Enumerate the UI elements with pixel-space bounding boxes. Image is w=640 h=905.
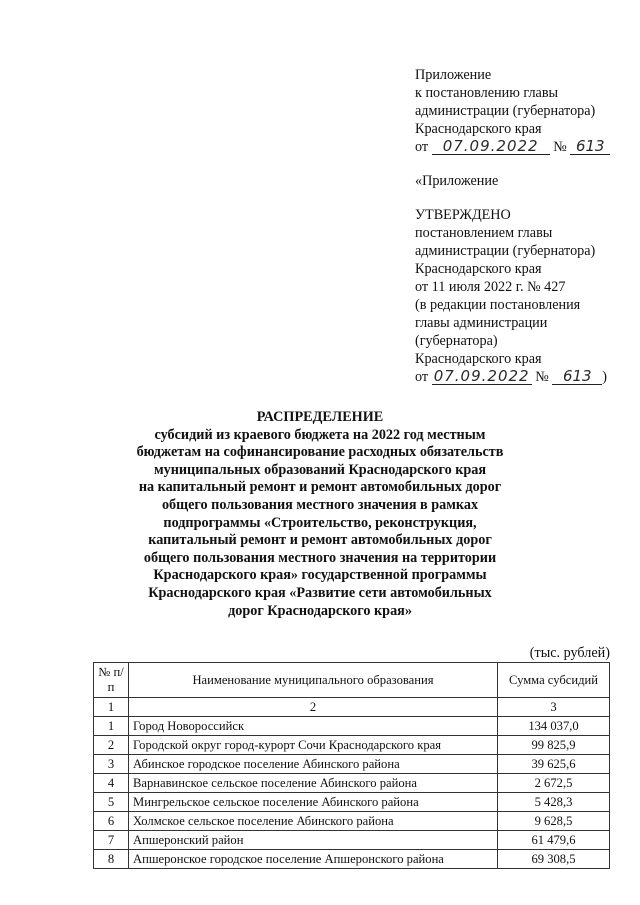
table-row	[94, 831, 610, 850]
handwritten-number: 613	[570, 139, 610, 155]
row-number: 6	[94, 812, 129, 831]
approved-line9: Краснодарского края	[415, 351, 542, 367]
approved-title: УТВЕРЖДЕНО	[415, 207, 511, 223]
row-number: 5	[94, 793, 129, 812]
approved-line7: главы администрации	[415, 315, 548, 331]
appendix-line4: Краснодарского края	[415, 121, 542, 137]
row-number: 4	[94, 774, 129, 793]
approved-block	[415, 206, 607, 386]
table-row	[94, 717, 610, 736]
row-name: Город Новороссийск	[129, 717, 498, 736]
from-label: от	[415, 139, 429, 155]
title-line: на капитальный ремонт и ремонт автомобильных дорог	[138, 479, 502, 496]
row-amount: 134 037,0	[498, 717, 610, 736]
header-name: Наименование муниципального образования	[129, 663, 498, 698]
row-amount: 5 428,3	[498, 793, 610, 812]
appendix-header	[415, 66, 610, 156]
row-number: 2	[94, 736, 129, 755]
table-row	[94, 736, 610, 755]
distribution-table	[93, 662, 610, 869]
units-label: (тыс. рублей)	[529, 645, 610, 661]
index-cell: 2	[129, 698, 498, 717]
row-name: Холмское сельское поселение Абинского района	[129, 812, 498, 831]
handwritten-date: 07.09.2022	[432, 139, 550, 155]
table-row	[94, 812, 610, 831]
table-row	[94, 755, 610, 774]
approved-line4: Краснодарского края	[415, 261, 542, 277]
approved-line2: постановлением главы	[415, 225, 553, 241]
title-line: общего пользования местного значения на территории	[143, 549, 497, 566]
table-index-row	[94, 698, 610, 717]
row-amount: 9 628,5	[498, 812, 610, 831]
title-line: капитальный ремонт и ремонт автомобильных дорог	[148, 532, 492, 549]
approved-line8: (губернатора)	[415, 333, 498, 349]
title-line: общего пользования местного значения в рамках	[161, 496, 479, 513]
row-amount: 2 672,5	[498, 774, 610, 793]
appendix-title: Приложение	[415, 67, 492, 83]
title-line: дорог Краснодарского края»	[228, 602, 412, 619]
row-amount: 99 825,9	[498, 736, 610, 755]
title-line: бюджетам на софинансирование расходных обязательств	[136, 444, 504, 461]
document-title	[60, 409, 580, 620]
title-line: субсидий из краевого бюджета на 2022 год местным	[154, 426, 486, 443]
handwritten-date: 07.09.2022	[432, 369, 532, 385]
approved-date-line	[415, 368, 607, 386]
row-amount: 69 308,5	[498, 850, 610, 869]
table-row	[94, 793, 610, 812]
number-label: №	[535, 369, 549, 385]
number-label: №	[553, 139, 567, 155]
header-amount: Сумма субсидий	[498, 663, 610, 698]
row-name: Варнавинское сельское поселение Абинского района	[129, 774, 498, 793]
row-amount: 61 479,6	[498, 831, 610, 850]
row-number: 1	[94, 717, 129, 736]
approved-line5: от 11 июля 2022 г. № 427	[415, 279, 566, 295]
closing-paren: )	[602, 369, 608, 385]
title-line: Краснодарского края» государственной программы	[153, 567, 487, 584]
appendix-line3: администрации (губернатора)	[415, 103, 596, 119]
title-line: Краснодарского края «Развитие сети автомобильных	[148, 584, 492, 601]
table-header-row	[94, 663, 610, 698]
row-name: Апшеронский район	[129, 831, 498, 850]
index-cell: 1	[94, 698, 129, 717]
index-cell: 3	[498, 698, 610, 717]
row-number: 3	[94, 755, 129, 774]
approved-line6: (в редакции постановления	[415, 297, 581, 313]
table-row	[94, 850, 610, 869]
from-label: от	[415, 369, 429, 385]
row-number: 7	[94, 831, 129, 850]
row-name: Городской округ город-курорт Сочи Краснодарского края	[129, 736, 498, 755]
row-name: Абинское городское поселение Абинского района	[129, 755, 498, 774]
inner-appendix-label: «Приложение	[415, 173, 499, 189]
appendix-line2: к постановлению главы	[415, 85, 559, 101]
row-number: 8	[94, 850, 129, 869]
approved-line3: администрации (губернатора)	[415, 243, 596, 259]
row-name: Апшеронское городское поселение Апшеронского района	[129, 850, 498, 869]
header-number: № п/п	[94, 663, 129, 698]
title-line: РАСПРЕДЕЛЕНИЕ	[256, 409, 384, 425]
table-row	[94, 774, 610, 793]
row-name: Мингрельское сельское поселение Абинского района	[129, 793, 498, 812]
row-amount: 39 625,6	[498, 755, 610, 774]
appendix-date-line	[415, 138, 610, 156]
title-line: муниципальных образований Краснодарского края	[153, 461, 487, 478]
title-line: подпрограммы «Строительство, реконструкция,	[163, 514, 477, 531]
handwritten-number: 613	[552, 369, 602, 385]
